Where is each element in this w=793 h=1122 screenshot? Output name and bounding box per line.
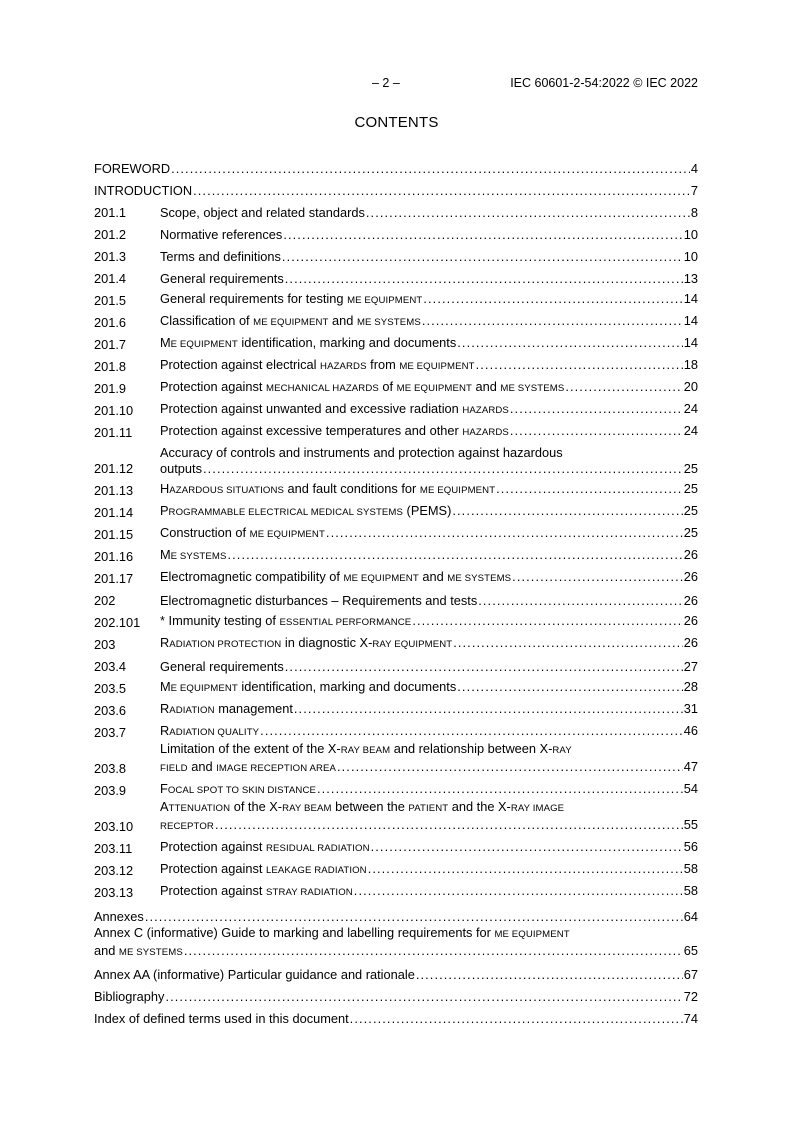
dot-leader xyxy=(171,161,690,177)
toc-page-number: 64 xyxy=(683,909,698,924)
toc-page-number: 14 xyxy=(683,335,698,350)
toc-title: General requirements xyxy=(160,659,284,674)
toc-section-number: 201.7 xyxy=(94,337,127,352)
toc-entry[interactable] xyxy=(94,179,698,201)
toc-section-number: 201.3 xyxy=(94,249,127,264)
toc-page-number: 10 xyxy=(683,227,698,242)
dot-leader xyxy=(215,817,683,833)
dot-leader xyxy=(412,613,682,629)
toc-title: Electromagnetic disturbances – Requirements and tests xyxy=(160,593,478,608)
toc-title: RADIATION QUALITY xyxy=(160,723,260,738)
toc-section-number: 201.9 xyxy=(94,381,127,396)
toc-title: Protection against unwanted and excessive radiation HAZARDS xyxy=(160,401,509,416)
dot-leader xyxy=(510,423,683,439)
toc-section-number: 201.11 xyxy=(94,425,133,440)
toc-page-number: 47 xyxy=(683,759,698,774)
toc-title: ME EQUIPMENT identification, marking and documents xyxy=(160,679,457,694)
toc-section-number: 201.13 xyxy=(94,483,134,498)
toc-section-number: 201.8 xyxy=(94,359,127,374)
toc-entry[interactable] xyxy=(94,443,698,479)
toc-entry[interactable] xyxy=(94,837,698,859)
dot-leader xyxy=(422,313,683,329)
toc-entry[interactable] xyxy=(94,479,698,501)
dot-leader xyxy=(145,909,683,925)
dot-leader xyxy=(457,335,683,351)
toc-entry[interactable] xyxy=(94,501,698,523)
dot-leader xyxy=(260,723,683,739)
dot-leader xyxy=(337,759,683,775)
dot-leader xyxy=(371,839,683,855)
toc-section-number: 203.4 xyxy=(94,659,127,674)
toc-page-number: 18 xyxy=(683,357,698,372)
dot-leader xyxy=(294,701,683,717)
toc-title: RADIATION management xyxy=(160,701,293,716)
toc-section-number: 202.101 xyxy=(94,615,141,630)
toc-page-number: 4 xyxy=(690,161,698,176)
toc-page-number: 74 xyxy=(683,1011,698,1026)
toc-page-number: 24 xyxy=(683,423,698,438)
toc-entry[interactable] xyxy=(94,157,698,179)
dot-leader xyxy=(285,271,683,287)
toc-section-number: 201.16 xyxy=(94,549,134,564)
toc-entry[interactable] xyxy=(94,881,698,903)
toc-entry[interactable] xyxy=(94,633,698,655)
toc-section-number: 203.6 xyxy=(94,703,127,718)
toc-entry[interactable] xyxy=(94,567,698,589)
toc-title: Index of defined terms used in this document xyxy=(94,1011,349,1026)
toc-entry[interactable] xyxy=(94,655,698,677)
toc-entry[interactable] xyxy=(94,201,698,223)
toc-entry[interactable] xyxy=(94,905,698,927)
dot-leader xyxy=(512,569,683,585)
toc-page-number: 25 xyxy=(683,481,698,496)
toc-page-number: 25 xyxy=(683,525,698,540)
toc-title-line1: ATTENUATION of the X-RAY BEAM between the PATIENT and the X-RAY IMAGE xyxy=(160,799,565,814)
toc-title: Protection against MECHANICAL HAZARDS of ME EQUIPMENT and ME SYSTEMS xyxy=(160,379,565,394)
toc-title: and ME SYSTEMS xyxy=(94,943,183,958)
toc-entry[interactable] xyxy=(94,223,698,245)
page-title: CONTENTS xyxy=(354,114,439,131)
toc-entry[interactable] xyxy=(94,311,698,333)
toc-title: FOREWORD xyxy=(94,161,171,176)
toc-page-number: 26 xyxy=(683,635,698,650)
toc-entry[interactable] xyxy=(94,245,698,267)
toc-page-number: 58 xyxy=(683,883,698,898)
dot-leader xyxy=(453,635,683,651)
toc-section-number: 203.7 xyxy=(94,725,127,740)
toc-page-number: 7 xyxy=(690,183,698,198)
toc-title-line1: Accuracy of controls and instruments and protection against hazardous xyxy=(160,445,563,460)
toc-title: FIELD and IMAGE RECEPTION AREA xyxy=(160,759,336,774)
toc-page-number: 8 xyxy=(690,205,698,220)
toc-page-number: 26 xyxy=(683,593,698,608)
dot-leader xyxy=(354,883,683,899)
toc-title: Scope, object and related standards xyxy=(160,205,365,220)
toc-title-line1: Annex C (informative) Guide to marking and labelling requirements for ME EQUIPMENT xyxy=(94,925,570,940)
toc-entry[interactable] xyxy=(94,355,698,377)
dot-leader xyxy=(165,989,682,1005)
toc-section-number: 203.9 xyxy=(94,783,127,798)
dot-leader xyxy=(478,593,683,609)
dot-leader xyxy=(317,781,683,797)
toc-section-number: 203.13 xyxy=(94,885,134,900)
toc-entry[interactable] xyxy=(94,545,698,567)
toc-title: Protection against electrical HAZARDS from ME EQUIPMENT xyxy=(160,357,475,372)
toc-title: Classification of ME EQUIPMENT and ME SYSTEMS xyxy=(160,313,421,328)
dot-leader xyxy=(282,249,683,265)
toc-title: HAZARDOUS SITUATIONS and fault conditions for ME EQUIPMENT xyxy=(160,481,496,496)
toc-title: Bibliography xyxy=(94,989,165,1004)
page-header xyxy=(0,76,793,92)
toc-page-number: 55 xyxy=(683,817,698,832)
toc-title: General requirements xyxy=(160,271,284,286)
toc-title-line1: Limitation of the extent of the X-RAY BEAM and relationship between X-RAY xyxy=(160,741,572,756)
toc-section-number: 201.4 xyxy=(94,271,127,286)
toc-page-number: 58 xyxy=(683,861,698,876)
dot-leader xyxy=(283,227,682,243)
toc-section-number: 201.10 xyxy=(94,403,134,418)
toc-page-number: 72 xyxy=(683,989,698,1004)
toc-section-number: 201.14 xyxy=(94,505,134,520)
toc-title: Protection against excessive temperatures and other HAZARDS xyxy=(160,423,509,438)
toc-section-number: 201.12 xyxy=(94,461,134,476)
toc-section-number: 201.5 xyxy=(94,293,127,308)
toc-page-number: 25 xyxy=(683,461,698,476)
toc-title: Protection against LEAKAGE RADIATION xyxy=(160,861,367,876)
table-of-contents xyxy=(94,157,698,1029)
toc-section-number: 203.10 xyxy=(94,819,134,834)
dot-leader xyxy=(368,861,683,877)
toc-section-number: 203.11 xyxy=(94,841,133,856)
toc-entry[interactable] xyxy=(94,399,698,421)
toc-entry[interactable] xyxy=(94,699,698,721)
dot-leader xyxy=(203,461,683,477)
toc-title: FOCAL SPOT TO SKIN DISTANCE xyxy=(160,781,316,796)
dot-leader xyxy=(476,357,683,373)
toc-page-number: 26 xyxy=(683,613,698,628)
toc-entry[interactable] xyxy=(94,611,698,633)
toc-title: Construction of ME EQUIPMENT xyxy=(160,525,325,540)
toc-title: General requirements for testing ME EQUIPMENT xyxy=(160,291,423,306)
toc-page-number: 20 xyxy=(683,379,698,394)
dot-leader xyxy=(452,503,682,519)
dot-leader xyxy=(193,183,690,199)
toc-title: Protection against RESIDUAL RADIATION xyxy=(160,839,370,854)
toc-entry[interactable] xyxy=(94,267,698,289)
toc-title: RADIATION PROTECTION in diagnostic X-RAY EQUIPMENT xyxy=(160,635,453,650)
toc-entry[interactable] xyxy=(94,963,698,985)
toc-entry[interactable] xyxy=(94,1007,698,1029)
toc-entry[interactable] xyxy=(94,289,698,311)
toc-section-number: 201.6 xyxy=(94,315,127,330)
toc-entry[interactable] xyxy=(94,677,698,699)
dot-leader xyxy=(416,967,683,983)
dot-leader xyxy=(423,291,682,307)
toc-section-number: 201.2 xyxy=(94,227,127,242)
toc-page-number: 13 xyxy=(683,271,698,286)
toc-page-number: 10 xyxy=(683,249,698,264)
dot-leader xyxy=(496,481,683,497)
dot-leader xyxy=(457,679,683,695)
toc-entry[interactable] xyxy=(94,377,698,399)
toc-title: ME EQUIPMENT identification, marking and documents xyxy=(160,335,457,350)
dot-leader xyxy=(510,401,683,417)
toc-entry[interactable] xyxy=(94,859,698,881)
toc-page-number: 67 xyxy=(683,967,698,982)
toc-page-number: 24 xyxy=(683,401,698,416)
toc-title: RECEPTOR xyxy=(160,821,214,832)
toc-section-number: 201.17 xyxy=(94,571,134,586)
toc-section-number: 203.5 xyxy=(94,681,127,696)
toc-page-number: 31 xyxy=(683,701,698,716)
toc-section-number: 201.15 xyxy=(94,527,134,542)
toc-page-number: 54 xyxy=(683,781,698,796)
document-id: IEC 60601-2-54:2022 © IEC 2022 xyxy=(510,76,698,90)
page-number: – 2 – xyxy=(372,76,400,90)
toc-page-number: 14 xyxy=(683,291,698,306)
toc-section-number: 203.12 xyxy=(94,863,134,878)
toc-page-number: 46 xyxy=(683,723,698,738)
toc-page-number: 26 xyxy=(683,547,698,562)
toc-entry[interactable] xyxy=(94,743,698,779)
toc-entry[interactable] xyxy=(94,721,698,743)
dot-leader xyxy=(326,525,683,541)
toc-page-number: 25 xyxy=(683,503,698,518)
toc-entry[interactable] xyxy=(94,927,698,963)
toc-page-number: 26 xyxy=(683,569,698,584)
toc-title: Annex AA (informative) Particular guidance and rationale xyxy=(94,967,415,982)
toc-title: Annexes xyxy=(94,909,144,924)
toc-title: outputs xyxy=(160,461,202,476)
dot-leader xyxy=(285,659,683,675)
dot-leader xyxy=(565,379,682,395)
dot-leader xyxy=(184,943,683,959)
toc-title: Normative references xyxy=(160,227,283,242)
toc-title: PROGRAMMABLE ELECTRICAL MEDICAL SYSTEMS (PEMS) xyxy=(160,503,452,518)
toc-entry[interactable] xyxy=(94,985,698,1007)
dot-leader xyxy=(366,205,690,221)
toc-section-number: 203.8 xyxy=(94,761,127,776)
toc-entry[interactable] xyxy=(94,421,698,443)
toc-title: INTRODUCTION xyxy=(94,183,193,198)
toc-page-number: 65 xyxy=(683,943,698,958)
toc-page-number: 27 xyxy=(683,659,698,674)
toc-title: * Immunity testing of ESSENTIAL PERFORMANCE xyxy=(160,613,412,628)
toc-title: Electromagnetic compatibility of ME EQUIPMENT and ME SYSTEMS xyxy=(160,569,512,584)
toc-entry[interactable] xyxy=(94,333,698,355)
toc-entry[interactable] xyxy=(94,589,698,611)
toc-page-number: 14 xyxy=(683,313,698,328)
toc-entry[interactable] xyxy=(94,523,698,545)
toc-section-number: 203 xyxy=(94,637,116,652)
toc-section-number: 201.1 xyxy=(94,205,127,220)
toc-title: Protection against STRAY RADIATION xyxy=(160,883,353,898)
toc-entry[interactable] xyxy=(94,801,698,837)
toc-title: Terms and definitions xyxy=(160,249,281,264)
toc-page-number: 56 xyxy=(683,839,698,854)
toc-entry[interactable] xyxy=(94,779,698,801)
toc-section-number: 202 xyxy=(94,593,116,608)
toc-title: ME SYSTEMS xyxy=(160,547,227,562)
dot-leader xyxy=(350,1011,683,1027)
toc-page-number: 28 xyxy=(683,679,698,694)
dot-leader xyxy=(227,547,682,563)
